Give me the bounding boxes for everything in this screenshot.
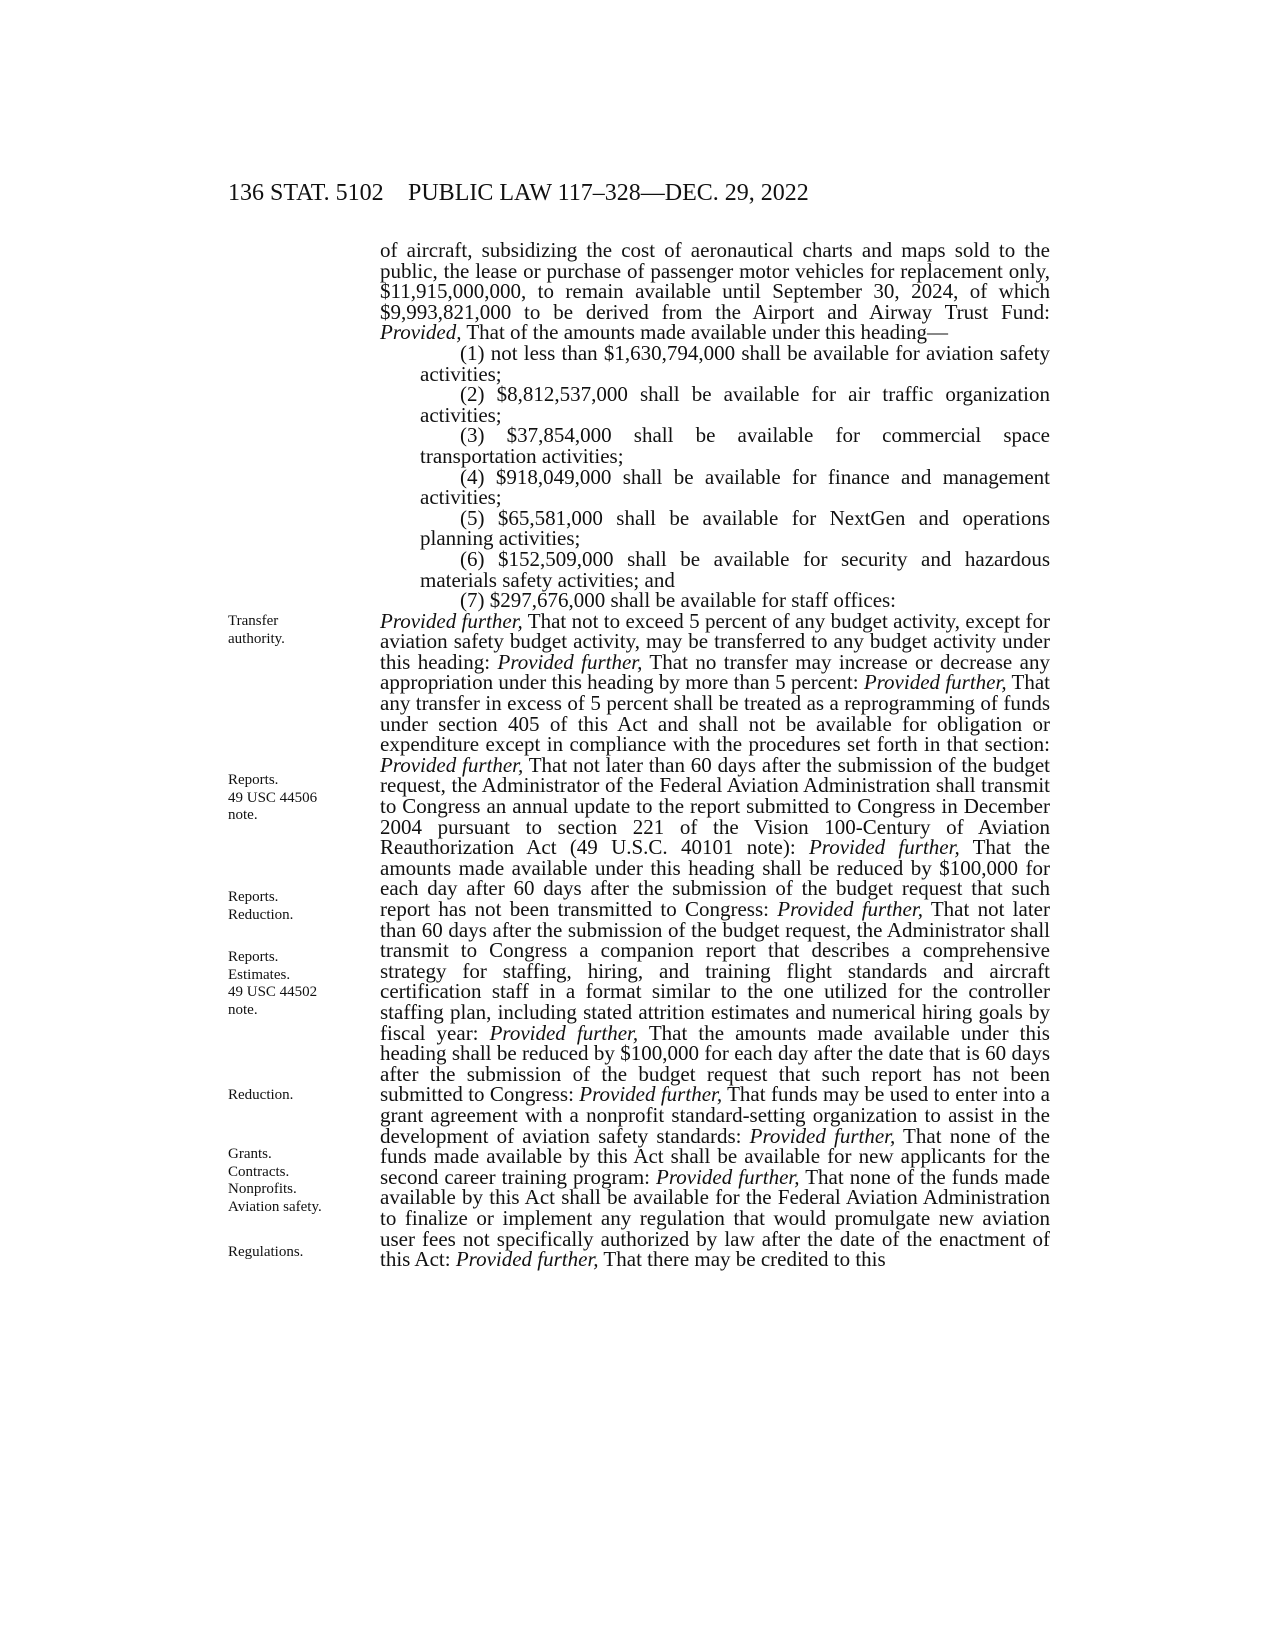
list-item: (4) $918,049,000 shall be available for finance and management activities; bbox=[420, 464, 1050, 510]
list-item: (2) $8,812,537,000 shall be available for air traffic organization activities; bbox=[420, 382, 1050, 427]
provisos-paragraph: Provided further, That not to exceed 5 percent of any budget activity, except for aviation safety budget activity, may be transferred to any budget activity under this heading: Provided further, That no transfer may increase or decrease any appropriation under this heading by more than 5 percent: Provided further, That any transfer in excess of 5 percent shall be treated as a reprogramming of funds under section 405 of this Act and shall not be available for obligation or expenditure except in compliance with the procedures set forth in that section: Provided further, That not later than 60 days after the submission of the budget request, the Administrator of the Federal Aviation Administration shall transmit to Congress an annual update to the report submitted to Congress in December 2004 pursuant to section 221 of the Vision 100-Century of Aviation Reauthorization Act (49 U.S.C. 40101 note): Provided further, That the amounts made available under this heading shall be reduced by $100,000 for each day after 60 days after the submission of the budget request that such report has not been transmitted to Congress: Provided further, That not later than 60 days after the submission of the budget request, the Administrator shall transmit to Congress a companion report that describes a comprehensive strategy for staffing, hiring, and training flight standards and aircraft certification staff in a format similar to the one utilized for the controller staffing plan, including stated attrition estimates and numerical hiring goals by fiscal year: Provided further, That the amounts made available under this heading shall be reduced by $100,000 for each day after the date that is 60 days after the submission of the budget request that such report has not been submitted to Congress: Provided further, That funds may be used to enter into a grant agreement with a nonprofit standard-setting organization to assist in the development of aviation safety standards: Provided further, That none of the funds made available by this Act shall be available for new applicants for the second career training program: Provided further, That none of the funds made available by this Act shall be available for the Federal Aviation Administration to finalize or implement any regulation that would promulgate new aviation user fees not specifically authorized by law after the date of the enactment of this Act: Provided further, That there may be credited to this bbox=[380, 608, 1050, 1272]
public-law-title: PUBLIC LAW 117–328—DEC. 29, 2022 bbox=[408, 180, 809, 206]
list-item: (6) $152,509,000 shall be available for security and hazardous materials safety activities; and bbox=[420, 546, 1050, 592]
list-item: (3) $37,854,000 shall be available for commercial space transportation activities; bbox=[420, 423, 1050, 468]
side-note-reports-44506: Reports. 49 USC 44506 note. bbox=[228, 772, 318, 823]
side-note-transfer-authority: Transfer authority. bbox=[228, 613, 285, 647]
list-item: (7) $297,676,000 shall be available for staff offices: bbox=[460, 588, 897, 613]
side-note-reports-estimates-44502: Reports. Estimates. 49 USC 44502 note. bbox=[228, 949, 318, 1018]
allocation-list bbox=[380, 340, 1050, 613]
list-item: (5) $65,581,000 shall be available for NextGen and operations planning activities; bbox=[420, 505, 1050, 551]
statute-body bbox=[380, 240, 1050, 1270]
statute-page-reference: 136 STAT. 5102 bbox=[228, 180, 384, 206]
intro-paragraph: of aircraft, subsidizing the cost of aeronautical charts and maps sold to the public, the lease or purchase of passenger motor vehicles for replacement only, $11,915,000,000, to remain available until September 30, 2024, of which $9,993,821,000 to be derived from the Airport and Airway Trust Fund: Provided, That of the amounts made available under this heading— bbox=[380, 238, 1050, 345]
side-note-reports-reduction: Reports. Reduction. bbox=[228, 889, 294, 923]
list-item: (1) not less than $1,630,794,000 shall be available for aviation safety activities; bbox=[420, 340, 1050, 386]
running-header bbox=[228, 180, 1048, 220]
side-note-reduction: Reduction. bbox=[228, 1087, 294, 1103]
side-note-regulations: Regulations. bbox=[228, 1244, 304, 1260]
side-note-grants: Grants. Contracts. Nonprofits. Aviation safety. bbox=[228, 1146, 322, 1215]
